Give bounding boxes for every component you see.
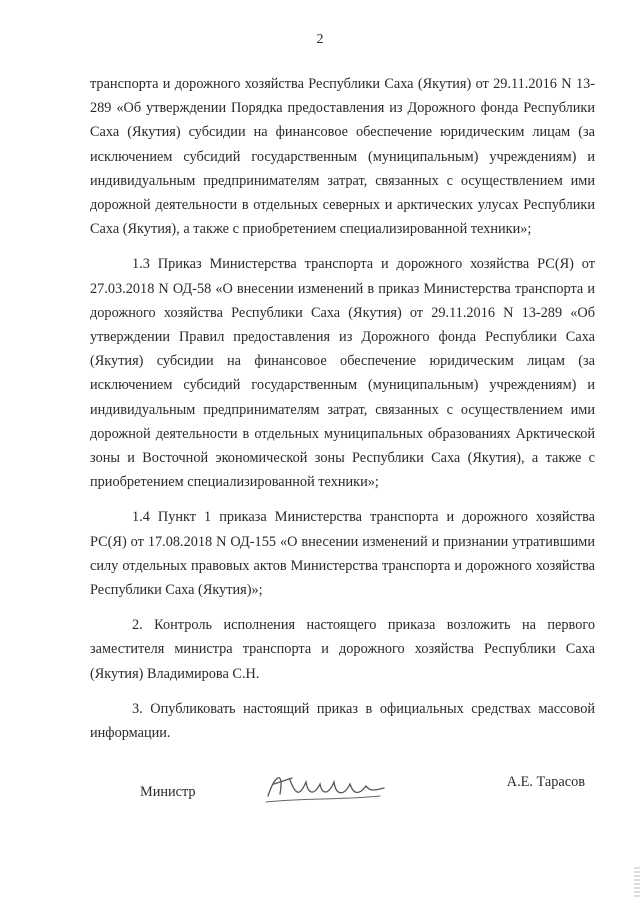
document-body — [90, 72, 595, 756]
paragraph-2: 2. Контроль исполнения настоящего приказа возложить на первого заместителя министра транспорта и дорожного хозяйства Республики Саха (Якутия) Владимирова С.Н. — [90, 617, 595, 682]
signatory-title: Министр — [140, 784, 196, 800]
handwritten-signature — [262, 766, 392, 810]
paragraph-3: 3. Опубликовать настоящий приказ в официальных средствах массовой информации. — [90, 700, 595, 742]
paragraph-continuation: транспорта и дорожного хозяйства Республики Саха (Якутия) от 29.11.2016 N 13-289 «Об утверждении Порядка предоставления из Дорожного фонда Республики Саха (Якутия) субсидии на финансовое обеспечение юридическим лицам (за исключением субсидий государственным (муниципальным) учреждениям) и индивидуальным предпринимателям затрат, связанных с осуществлением ими дорожной деятельности в отдельных северных и арктических улусах Республики Саха (Якутия), а также с приобретением специализированной техники»; — [90, 76, 595, 238]
signatory-name: А.Е. Тарасов — [506, 774, 585, 790]
page-number: 2 — [316, 32, 324, 47]
scan-artifact — [634, 867, 640, 897]
signature-block — [140, 766, 585, 816]
paragraph-1-4: 1.4 Пункт 1 приказа Министерства транспорта и дорожного хозяйства РС(Я) от 17.08.2018 N ОД-155 «О внесении изменений и признании утратившими силу отдельных правовых актов Министерства транспорта и дорожного хозяйства Республики Саха (Якутия)»; — [90, 509, 595, 599]
paragraph-1-3: 1.3 Приказ Министерства транспорта и дорожного хозяйства РС(Я) от 27.03.2018 N ОД-58 «О внесении изменений в приказ Министерства транспорта и дорожного хозяйства Республики Саха (Якутия) от 29.11.2016 N 13-289 «Об утверждении Правил предоставления из Дорожного фонда Республики Саха (Якутия) субсидии на финансовое обеспечение юридическим лицам (за исключением субсидий государственным (муниципальным) учреждениям) и индивидуальным предпринимателям затрат, связанных с осуществлением ими дорожной деятельности в отдельных муниципальных образованиях Арктической зоны и Восточной экономической зоны Республики Саха (Якутия), а также с приобретением специализированной техники»; — [90, 256, 595, 491]
